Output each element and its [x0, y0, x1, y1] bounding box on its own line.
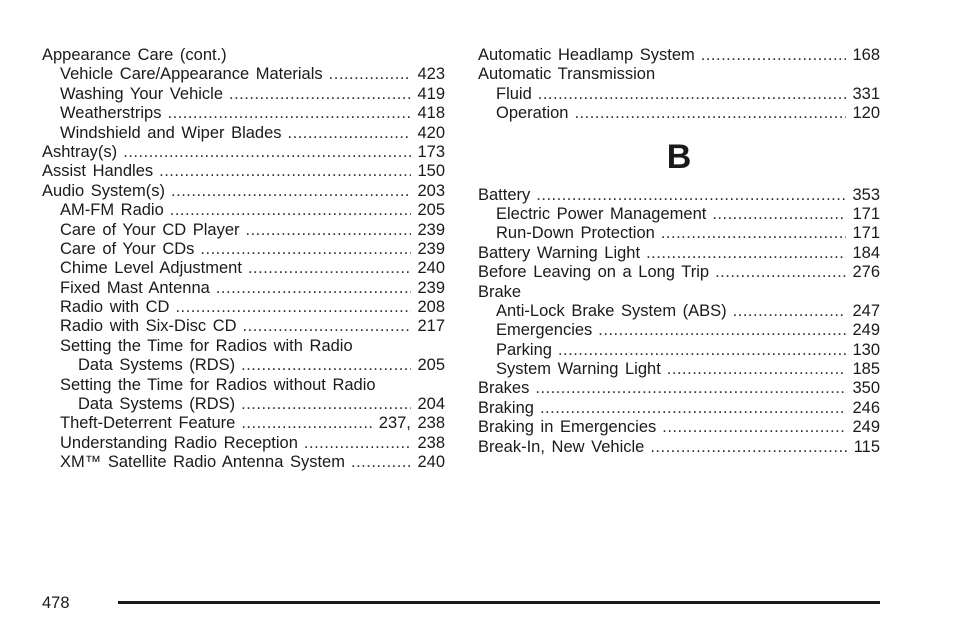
index-column-right — [478, 46, 880, 457]
index-entry-page: 246 — [852, 398, 880, 417]
index-entry-page: 331 — [852, 84, 880, 103]
index-entry-label: Washing Your Vehicle — [60, 84, 223, 103]
dot-leader — [159, 162, 411, 181]
dot-leader — [241, 414, 372, 433]
index-entry — [478, 224, 880, 243]
index-entry-label: Setting the Time for Radios without Radio — [60, 375, 376, 394]
index-entry-page: 204 — [417, 395, 445, 414]
page-number: 478 — [42, 594, 70, 612]
dot-leader — [241, 395, 411, 414]
dot-leader — [200, 240, 411, 259]
index-entry-page: 249 — [852, 418, 880, 437]
dot-leader — [574, 104, 846, 123]
index-entry-page: 419 — [417, 84, 445, 103]
index-entry — [42, 143, 445, 162]
index-entry-label: AM-FM Radio — [60, 201, 164, 220]
index-entry-page: 205 — [417, 201, 445, 220]
index-entry — [42, 104, 445, 123]
footer-rule — [118, 601, 880, 604]
index-entry — [478, 186, 880, 205]
index-entry — [478, 205, 880, 224]
index-entry — [42, 414, 445, 433]
dot-leader — [241, 356, 411, 375]
index-entry — [42, 162, 445, 181]
section-letter-heading: B — [666, 137, 692, 176]
index-entry-page: 247 — [852, 301, 880, 320]
index-entry-page: 208 — [417, 298, 445, 317]
dot-leader — [170, 201, 412, 220]
index-entry-page: 418 — [417, 104, 445, 123]
index-entry — [478, 244, 880, 263]
index-entry-label: Operation — [496, 104, 569, 123]
index-entry — [42, 434, 445, 453]
index-entry-page: 203 — [417, 181, 445, 200]
index-entry-page: 120 — [852, 104, 880, 123]
index-entry — [42, 201, 445, 220]
index-entry-page: 205 — [417, 356, 445, 375]
index-group-b — [478, 186, 880, 457]
index-entry-label: Automatic Transmission — [478, 65, 656, 84]
dot-leader — [540, 399, 847, 418]
dot-leader — [243, 317, 412, 336]
dot-leader — [246, 221, 412, 240]
index-entry — [42, 240, 445, 259]
index-entry-page: 239 — [417, 220, 445, 239]
index-entry-page: 240 — [417, 259, 445, 278]
index-entry-page: 353 — [852, 185, 880, 204]
dot-leader — [661, 224, 847, 243]
index-entry-label: Battery Warning Light — [478, 243, 641, 262]
index-entry-label: Fixed Mast Antenna — [60, 278, 210, 297]
dot-leader — [733, 302, 847, 321]
dot-leader — [351, 453, 411, 472]
index-entry-label: Brakes — [478, 379, 530, 398]
index-entry-page: 420 — [417, 123, 445, 142]
index-entry-page: 171 — [852, 204, 880, 223]
dot-leader — [538, 85, 847, 104]
dot-leader — [667, 360, 847, 379]
index-entry-page: 239 — [417, 278, 445, 297]
index-entry-label: Setting the Time for Radios with Radio — [60, 336, 353, 355]
index-entry-label: Battery — [478, 185, 531, 204]
index-entry — [42, 124, 445, 143]
index-entry — [478, 321, 880, 340]
index-entry — [478, 46, 880, 65]
dot-leader — [662, 418, 846, 437]
index-entry — [478, 263, 880, 282]
dot-leader — [646, 244, 846, 263]
index-entry — [478, 104, 880, 123]
index-entry-label: Automatic Headlamp System — [478, 46, 695, 64]
index-entry-page: 238 — [417, 433, 445, 452]
index-entry-label: Understanding Radio Reception — [60, 433, 298, 452]
dot-leader — [650, 438, 847, 457]
index-entry-label: Braking in Emergencies — [478, 418, 657, 437]
index-entry-label: Vehicle Care/Appearance Materials — [60, 65, 323, 84]
index-entry-page: 217 — [417, 317, 445, 336]
index-entry — [478, 438, 880, 457]
index-entry-page: 249 — [852, 321, 880, 340]
index-entry — [42, 453, 445, 472]
index-entry — [42, 65, 445, 84]
index-entry-page: 168 — [852, 46, 880, 64]
index-entry-label: Weatherstrips — [60, 104, 162, 123]
index-entry — [42, 356, 445, 375]
index-entry — [478, 85, 880, 104]
index-entry-label: Parking — [496, 340, 552, 359]
dot-leader — [248, 259, 412, 278]
dot-leader — [715, 263, 846, 282]
index-entry — [478, 379, 880, 398]
index-entry-label: Assist Handles — [42, 162, 154, 181]
index-entry-page: 130 — [852, 340, 880, 359]
index-entry-page: 184 — [852, 243, 880, 262]
index-entry-page: 237, 238 — [378, 414, 445, 433]
index-entry-label: Emergencies — [496, 321, 593, 340]
dot-leader — [329, 65, 412, 84]
dot-leader — [535, 379, 846, 398]
index-entry-page: 239 — [417, 239, 445, 258]
index-entry-label: Appearance Care (cont.) — [42, 46, 227, 64]
index-entry — [478, 65, 880, 84]
index-entry — [42, 259, 445, 278]
index-entry-page: 240 — [417, 453, 445, 472]
index-entry-label: Data Systems (RDS) — [78, 395, 236, 414]
index-entry — [42, 46, 445, 65]
index-entry — [478, 302, 880, 321]
dot-leader — [171, 182, 411, 201]
index-entry-label: Brake — [478, 282, 522, 301]
index-entry-label: Chime Level Adjustment — [60, 259, 242, 278]
index-entry — [478, 341, 880, 360]
dot-leader — [536, 186, 846, 205]
index-entry-label: Anti-Lock Brake System (ABS) — [496, 301, 727, 320]
index-entry — [42, 337, 445, 356]
index-entry-page: 173 — [417, 142, 445, 161]
index-entry-label: Windshield and Wiper Blades — [60, 123, 282, 142]
index-entry-label: System Warning Light — [496, 360, 661, 379]
index-entry-page: 276 — [852, 263, 880, 282]
index-entry — [42, 182, 445, 201]
index-entry — [42, 279, 445, 298]
index-entry-page: 423 — [417, 65, 445, 84]
index-entry — [42, 221, 445, 240]
dot-leader — [558, 341, 847, 360]
index-entry-label: Data Systems (RDS) — [78, 356, 236, 375]
index-entry-label: Care of Your CD Player — [60, 220, 240, 239]
dot-leader — [123, 143, 411, 162]
index-entry-page: 171 — [852, 224, 880, 243]
index-entry-page: 115 — [853, 437, 880, 456]
index-group-a-continued — [478, 46, 880, 124]
index-column-left — [42, 46, 445, 473]
index-entry — [42, 85, 445, 104]
index-entry-label: Care of Your CDs — [60, 239, 195, 258]
index-entry-label: Audio System(s) — [42, 181, 166, 200]
index-entry-label: Fluid — [496, 84, 532, 103]
index-entry-label: Radio with CD — [60, 298, 170, 317]
index-entry-label: Before Leaving on a Long Trip — [478, 263, 710, 282]
index-entry-label: Braking — [478, 398, 534, 417]
dot-leader — [175, 298, 411, 317]
index-entry — [478, 418, 880, 437]
index-entry — [42, 317, 445, 336]
dot-leader — [712, 205, 846, 224]
index-entry-label: Break-In, New Vehicle — [478, 437, 645, 456]
dot-leader — [598, 321, 846, 340]
dot-leader — [304, 434, 412, 453]
dot-leader — [229, 85, 411, 104]
dot-leader — [288, 124, 412, 143]
index-entry-label: Ashtray(s) — [42, 142, 118, 161]
index-entry — [478, 360, 880, 379]
index-entry-label: XM™ Satellite Radio Antenna System — [60, 453, 345, 472]
index-entry — [42, 376, 445, 395]
dot-leader — [167, 104, 411, 123]
index-entry-page: 350 — [852, 379, 880, 398]
index-entry — [478, 283, 880, 302]
index-entry — [478, 399, 880, 418]
index-entry-page: 185 — [852, 360, 880, 379]
dot-leader — [701, 46, 847, 65]
index-entry-label: Run-Down Protection — [496, 224, 655, 243]
index-entry — [42, 395, 445, 414]
index-entry-label: Electric Power Management — [496, 204, 707, 223]
index-entry — [42, 298, 445, 317]
dot-leader — [216, 279, 412, 298]
index-entry-label: Radio with Six-Disc CD — [60, 317, 237, 336]
index-entry-label: Theft-Deterrent Feature — [60, 414, 236, 433]
index-entry-page: 150 — [417, 162, 445, 181]
